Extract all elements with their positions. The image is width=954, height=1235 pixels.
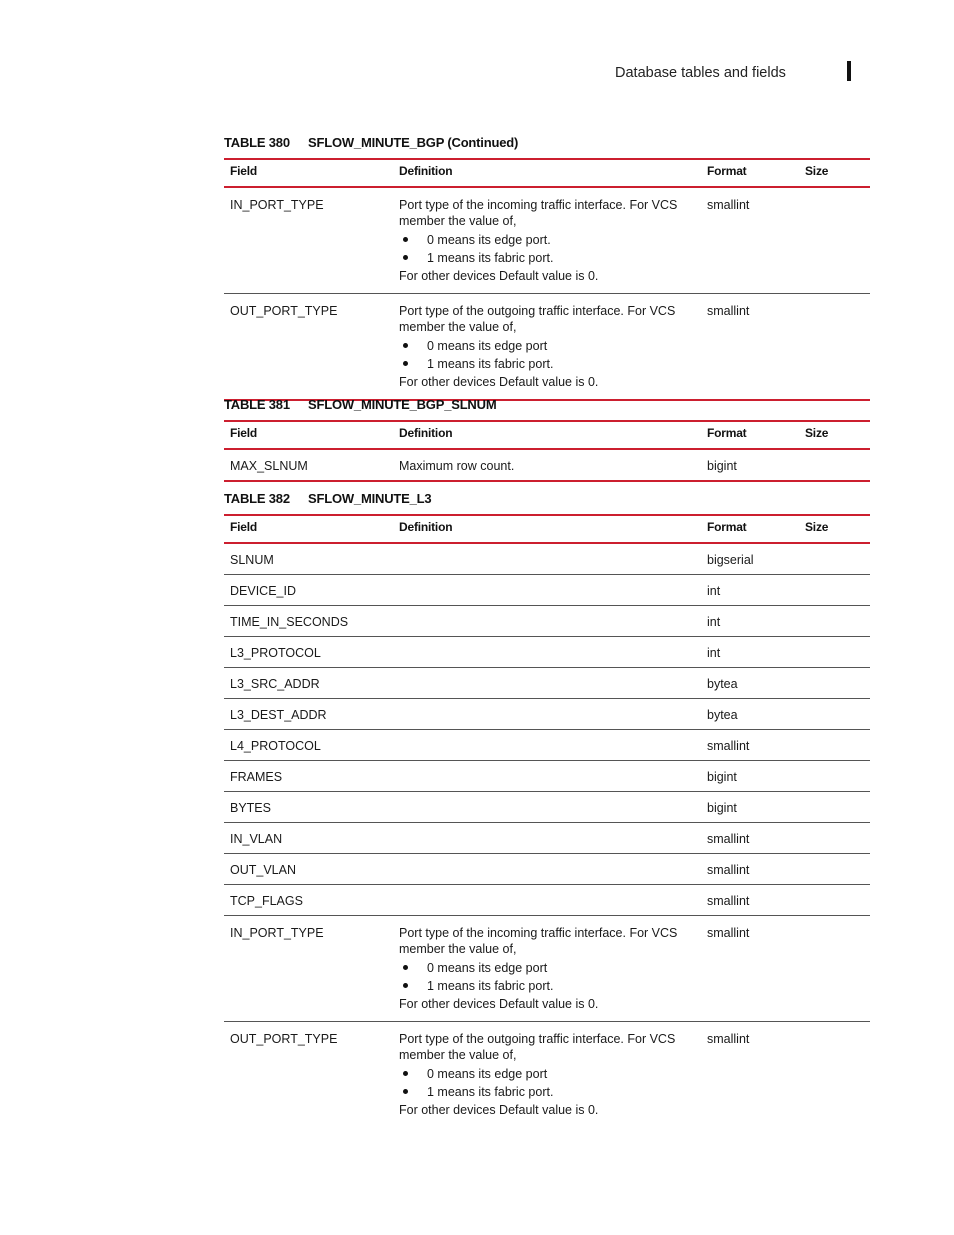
column-header-definition: Definition — [399, 520, 453, 534]
column-header-size: Size — [805, 520, 829, 534]
definition-cell — [393, 606, 701, 637]
size-cell — [799, 761, 870, 792]
table-number: TABLE 381 — [224, 397, 290, 412]
definition-cell — [393, 294, 701, 401]
definition-cell — [393, 543, 701, 575]
list-item: 1 means its fabric port. — [399, 355, 701, 373]
table-row — [224, 885, 870, 916]
definition-note: For other devices Default value is 0. — [399, 375, 599, 389]
definition-cell — [393, 668, 701, 699]
column-header-field: Field — [230, 426, 258, 440]
table-name: SFLOW_MINUTE_BGP_SLNUM — [308, 397, 497, 412]
table-name: SFLOW_MINUTE_BGP (Continued) — [308, 135, 519, 150]
table-row — [224, 187, 870, 294]
definition-cell — [393, 1022, 701, 1128]
format-cell: smallint — [707, 198, 750, 212]
list-item: 1 means its fabric port. — [399, 1083, 701, 1101]
table-381 — [224, 398, 870, 482]
table-caption — [224, 492, 870, 514]
field-cell: IN_PORT_TYPE — [230, 198, 324, 212]
table-row — [224, 761, 870, 792]
definition-bullets — [399, 1065, 701, 1101]
definition-cell: Maximum row count. — [399, 459, 515, 473]
table-row — [224, 606, 870, 637]
field-cell: L3_SRC_ADDR — [230, 677, 320, 691]
data-table — [224, 514, 870, 1127]
table-header-row — [224, 515, 870, 543]
field-cell: IN_PORT_TYPE — [230, 926, 324, 940]
table-header-row — [224, 159, 870, 187]
column-header-format: Format — [707, 520, 747, 534]
format-cell: smallint — [707, 304, 750, 318]
definition-cell — [393, 730, 701, 761]
definition-note: For other devices Default value is 0. — [399, 997, 599, 1011]
field-cell: DEVICE_ID — [230, 584, 296, 598]
table-name: SFLOW_MINUTE_L3 — [308, 491, 432, 506]
size-cell — [799, 823, 870, 854]
table-380 — [224, 136, 870, 401]
format-cell: smallint — [707, 863, 750, 877]
list-item: 0 means its edge port — [399, 337, 701, 355]
definition-cell — [393, 187, 701, 294]
table-number: TABLE 382 — [224, 491, 290, 506]
field-cell: L3_PROTOCOL — [230, 646, 321, 660]
definition-intro: Port type of the incoming traffic interface. For VCS member the value of, — [399, 198, 678, 228]
field-cell: IN_VLAN — [230, 832, 283, 846]
definition-bullets — [399, 231, 701, 267]
definition-note: For other devices Default value is 0. — [399, 1103, 599, 1117]
format-cell: int — [707, 646, 721, 660]
table-row — [224, 575, 870, 606]
definition-intro: Port type of the incoming traffic interface. For VCS member the value of, — [399, 926, 678, 956]
column-header-field: Field — [230, 520, 258, 534]
table-row — [224, 294, 870, 401]
header-bar-marker — [847, 61, 851, 81]
format-cell: smallint — [707, 832, 750, 846]
table-382 — [224, 492, 870, 1127]
table-row — [224, 1022, 870, 1128]
table-caption — [224, 398, 870, 420]
definition-cell — [393, 916, 701, 1022]
page-header-title: Database tables and fields — [615, 65, 786, 81]
table-row — [224, 699, 870, 730]
field-cell: TIME_IN_SECONDS — [230, 615, 349, 629]
definition-cell — [393, 854, 701, 885]
format-cell: int — [707, 615, 721, 629]
size-cell — [799, 1022, 870, 1128]
field-cell: FRAMES — [230, 770, 283, 784]
size-cell — [799, 575, 870, 606]
size-cell — [799, 606, 870, 637]
table-header-row — [224, 421, 870, 449]
table-row — [224, 854, 870, 885]
definition-cell — [393, 699, 701, 730]
column-header-size: Size — [805, 164, 829, 178]
definition-cell — [393, 823, 701, 854]
definition-bullets — [399, 959, 701, 995]
list-item: 0 means its edge port. — [399, 231, 701, 249]
format-cell: smallint — [707, 1032, 750, 1046]
table-row — [224, 637, 870, 668]
definition-cell — [393, 885, 701, 916]
size-cell — [799, 543, 870, 575]
table-row — [224, 916, 870, 1022]
size-cell — [799, 916, 870, 1022]
size-cell — [799, 637, 870, 668]
table-row — [224, 730, 870, 761]
format-cell: bigserial — [707, 553, 754, 567]
column-header-format: Format — [707, 426, 747, 440]
table-caption — [224, 136, 870, 158]
field-cell: MAX_SLNUM — [230, 459, 308, 473]
size-cell — [799, 885, 870, 916]
format-cell: bigint — [707, 801, 737, 815]
definition-intro: Port type of the outgoing traffic interface. For VCS member the value of, — [399, 1032, 676, 1062]
format-cell: bytea — [707, 708, 738, 722]
format-cell: bigint — [707, 459, 737, 473]
definition-note: For other devices Default value is 0. — [399, 269, 599, 283]
table-row — [224, 668, 870, 699]
column-header-size: Size — [805, 426, 829, 440]
format-cell: smallint — [707, 739, 750, 753]
column-header-definition: Definition — [399, 426, 453, 440]
field-cell: L3_DEST_ADDR — [230, 708, 327, 722]
table-row — [224, 823, 870, 854]
field-cell: L4_PROTOCOL — [230, 739, 321, 753]
format-cell: int — [707, 584, 721, 598]
size-cell — [799, 187, 870, 294]
definition-bullets — [399, 337, 701, 373]
size-cell — [799, 854, 870, 885]
format-cell: bigint — [707, 770, 737, 784]
size-cell — [799, 449, 870, 481]
definition-cell — [393, 637, 701, 668]
list-item: 0 means its edge port — [399, 959, 701, 977]
table-row — [224, 449, 870, 481]
size-cell — [799, 294, 870, 401]
data-table — [224, 420, 870, 482]
definition-cell — [393, 761, 701, 792]
field-cell: BYTES — [230, 801, 271, 815]
list-item: 0 means its edge port — [399, 1065, 701, 1083]
field-cell: TCP_FLAGS — [230, 894, 303, 908]
column-header-format: Format — [707, 164, 747, 178]
data-table — [224, 158, 870, 401]
size-cell — [799, 792, 870, 823]
table-row — [224, 792, 870, 823]
format-cell: bytea — [707, 677, 738, 691]
table-row — [224, 543, 870, 575]
size-cell — [799, 668, 870, 699]
size-cell — [799, 699, 870, 730]
definition-cell — [393, 792, 701, 823]
list-item: 1 means its fabric port. — [399, 977, 701, 995]
table-number: TABLE 380 — [224, 135, 290, 150]
list-item: 1 means its fabric port. — [399, 249, 701, 267]
definition-intro: Port type of the outgoing traffic interface. For VCS member the value of, — [399, 304, 676, 334]
format-cell: smallint — [707, 894, 750, 908]
column-header-definition: Definition — [399, 164, 453, 178]
definition-cell — [393, 575, 701, 606]
field-cell: SLNUM — [230, 553, 274, 567]
field-cell: OUT_VLAN — [230, 863, 296, 877]
field-cell: OUT_PORT_TYPE — [230, 304, 338, 318]
column-header-field: Field — [230, 164, 258, 178]
format-cell: smallint — [707, 926, 750, 940]
size-cell — [799, 730, 870, 761]
field-cell: OUT_PORT_TYPE — [230, 1032, 338, 1046]
